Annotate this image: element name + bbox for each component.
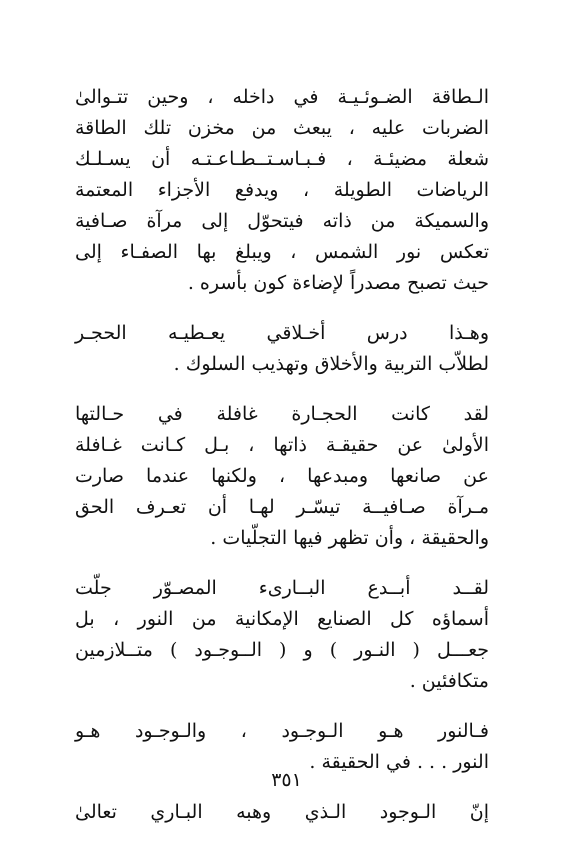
text-line: عن صانعها ومبدعها ، ولكنها عندما صارت — [75, 465, 489, 487]
text-line: الـطاقة الضـوئـيـة في داخله ، وحين تتـوالىٰ — [75, 86, 489, 108]
text-line: لقد كانت الحجـارة غافلة في حـالتها — [75, 403, 489, 425]
page-body — [75, 82, 489, 847]
text-line: الرياضات الطويلة ، ويدفع الأجزاء المعتمة — [75, 179, 489, 201]
paragraph-creator — [75, 573, 489, 697]
text-line: تعكس نور الشمس ، ويبلغ بها الصفـاء إلى — [75, 241, 489, 263]
text-line: لطلاّب التربية والأخلاق وتهذيب السلوك . — [173, 353, 489, 375]
paragraph-light-energy — [75, 82, 489, 299]
text-line: والحقيقة ، وأن تظهر فيها التجلّيات . — [210, 527, 489, 549]
text-line: أسماؤه كل الصنايع الإمكانية من النور ، بل — [75, 608, 489, 630]
text-line: إنّ الـوجود الـذي وهبه البـاري تعالىٰ — [75, 801, 489, 823]
text-line: الضربات عليه ، يبعث من مخزن تلك الطاقة — [75, 117, 489, 139]
text-line: النور . . . في الحقيقة . — [309, 751, 489, 773]
text-line: وهـذا درس أخـلاقي يعـطيـه الحجـر — [75, 322, 489, 344]
text-line: شعلة مضيئـة ، فـبـاسـتــطـاعـتـه أن يسـلـك — [75, 148, 489, 170]
paragraph-stones-heedless — [75, 399, 489, 554]
text-line: لقــد أبــدع البــارىء المصـوّر جلّت — [75, 577, 489, 599]
text-line: حيث تصبح مصدراً لإضاءة كون بأسره . — [187, 272, 489, 294]
text-line: فـالنور هـو الـوجـود ، والـوجـود هـو — [75, 720, 489, 742]
text-line: متكافئين . — [409, 670, 489, 692]
text-line: جعـــل ( النـور ) و ( الــوجـود ) متــلازمين — [75, 639, 489, 661]
text-line: الأولىٰ عن حقيقـة ذاتها ، بـل كـانت غـافلة — [75, 434, 489, 456]
paragraph-existence-gift — [75, 797, 489, 828]
paragraph-moral-lesson — [75, 318, 489, 380]
page-number: ٣٥١ — [271, 769, 302, 791]
text-line: مـرآة صـافيــة تيسّـر لهـا أن تعـرف الحق — [75, 496, 489, 518]
text-line: والسميكة من ذاته فيتحوّل إلى مرآة صـافية — [75, 210, 489, 232]
